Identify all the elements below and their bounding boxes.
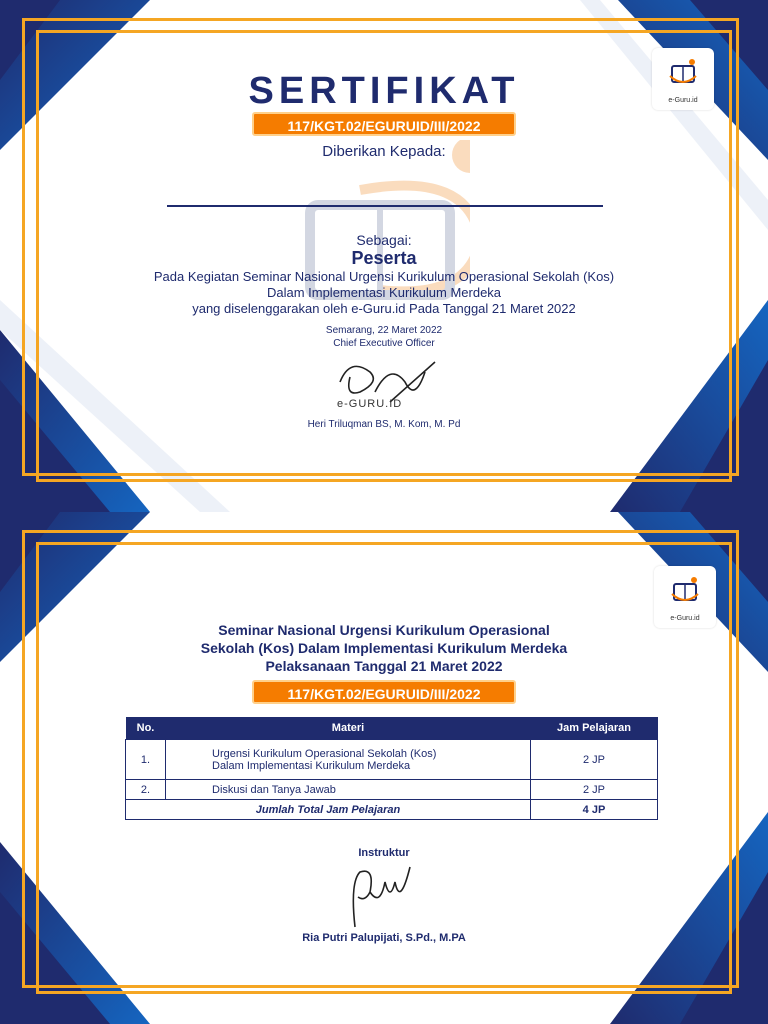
back-title-line-2: Sekolah (Kos) Dalam Implementasi Kurikulum Merdeka	[200, 640, 568, 656]
total-label: Jumlah Total Jam Pelajaran	[126, 800, 531, 820]
row-materi-line-2: Dalam Implementasi Kurikulum Merdeka	[212, 759, 411, 772]
certificate-number-badge: 117/KGT.02/EGURUID/III/2022	[252, 112, 516, 136]
row-no: 1.	[126, 740, 166, 780]
logo-caption-back: e-Guru.id	[670, 615, 700, 622]
row-materi	[166, 740, 531, 780]
back-title-line-1: Seminar Nasional Urgensi Kurikulum Operasional	[218, 622, 550, 638]
total-value: 4 JP	[531, 800, 658, 820]
signer-name: Heri Triluqman BS, M. Kom, M. Pd	[307, 419, 461, 430]
header-materi: Materi	[166, 717, 531, 740]
table-total-row	[126, 800, 658, 820]
instructor-label: Instruktur	[358, 847, 410, 859]
row-jp: 2 JP	[531, 740, 658, 780]
activity-line-1: Pada Kegiatan Seminar Nasional Urgensi Kurikulum Operasional Sekolah (Kos)	[153, 269, 615, 284]
row-jp: 2 JP	[531, 780, 658, 800]
certificate-title: SERTIFIKAT	[248, 70, 520, 112]
role-label: Peserta	[351, 248, 417, 268]
back-title-line-3: Pelaksanaan Tanggal 21 Maret 2022	[265, 658, 503, 674]
table-row	[126, 780, 658, 800]
logo-caption: e-Guru.id	[668, 97, 698, 104]
table-header-row	[126, 717, 658, 740]
eguru-logo-back	[654, 566, 716, 628]
recipient-name-line	[167, 205, 603, 207]
materi-table	[125, 717, 658, 820]
back-number-badge: 117/KGT.02/EGURUID/III/2022	[252, 680, 516, 704]
certificate-back	[0, 512, 768, 1024]
instructor-signature	[340, 862, 430, 932]
row-materi: Diskusi dan Tanya Jawab	[166, 780, 531, 800]
as-label: Sebagai:	[356, 232, 412, 248]
table-row	[126, 740, 658, 780]
signer-title: Chief Executive Officer	[333, 338, 435, 349]
book-icon-back	[654, 566, 716, 616]
row-materi-line-1: Urgensi Kurikulum Operasional Sekolah (Kos)	[212, 747, 437, 760]
place-date: Semarang, 22 Maret 2022	[325, 325, 443, 336]
instructor-name: Ria Putri Palupijati, S.Pd., M.PA	[302, 932, 466, 944]
signature-logo-text: e-GURU.ID	[337, 398, 403, 410]
given-to-label: Diberikan Kepada:	[322, 143, 446, 160]
header-jam-pelajaran: Jam Pelajaran	[531, 717, 658, 740]
activity-line-2: Dalam Implementasi Kurikulum Merdeka	[266, 285, 502, 300]
activity-line-3: yang diselenggarakan oleh e-Guru.id Pada Tanggal 21 Maret 2022	[192, 301, 576, 316]
row-no: 2.	[126, 780, 166, 800]
header-no: No.	[126, 717, 166, 740]
